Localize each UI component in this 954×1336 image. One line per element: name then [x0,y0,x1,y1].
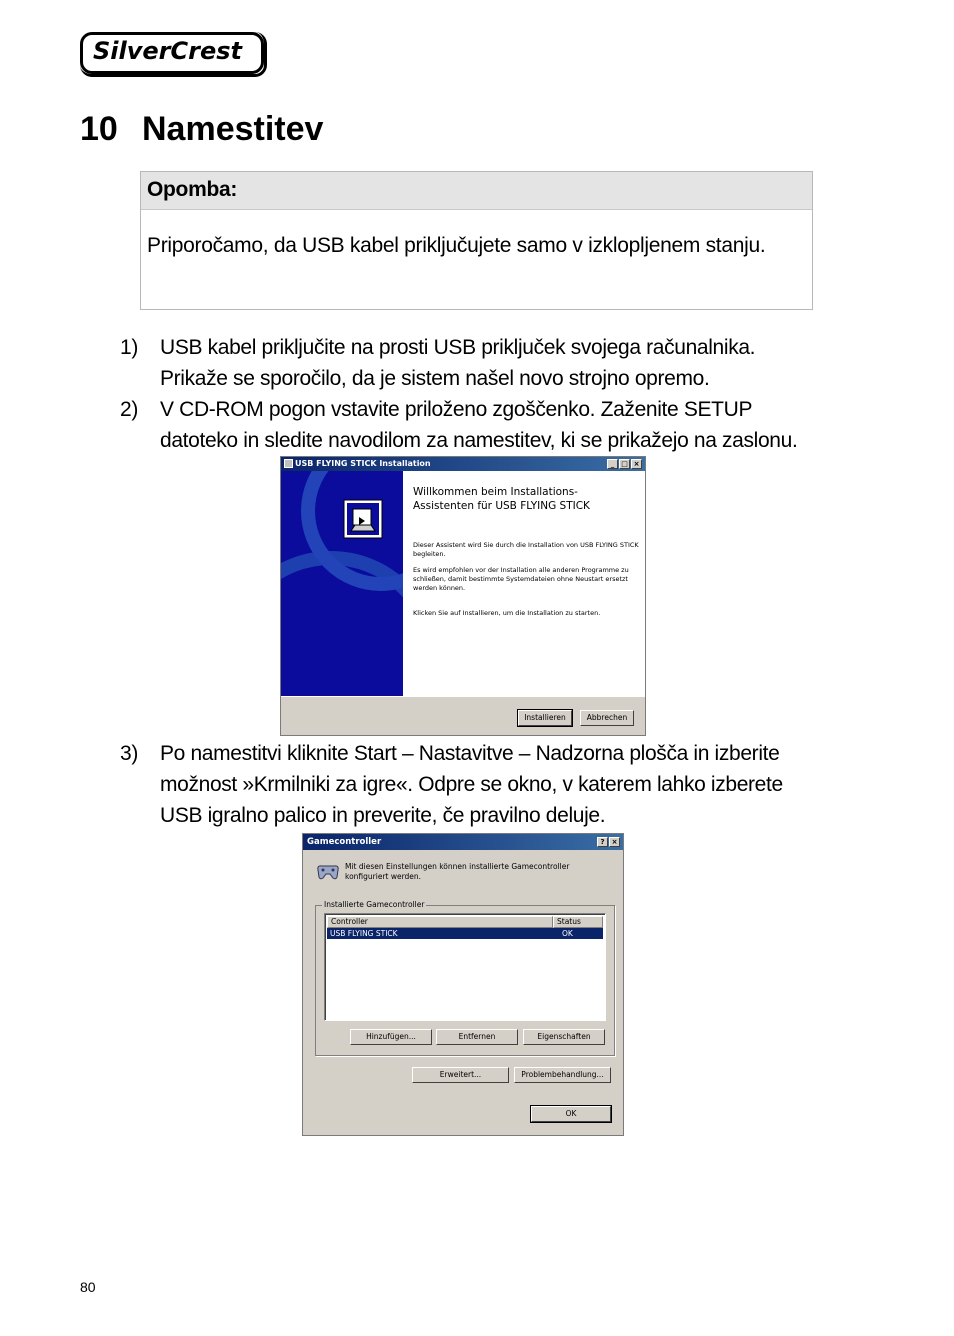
minimize-button[interactable]: _ [607,459,618,469]
note-label: Opomba: [141,172,812,210]
add-button[interactable]: Hinzufügen... [350,1029,432,1045]
gamecontroller-window-title: Gamecontroller [307,837,382,847]
controller-list[interactable] [324,913,606,1021]
note-box [140,171,813,310]
controller-name-cell: USB FLYING STICK [330,929,398,938]
step-number: 1) [120,336,138,359]
step-text-line: datoteko in sledite navodilom za namestitev, ki se prikažejo na zaslonu. [160,429,798,452]
step-number: 3) [120,742,138,765]
properties-button[interactable]: Eigenschaften [523,1029,605,1045]
logo-text: SilverCrest [93,37,242,65]
installer-paragraph: Dieser Assistent wird Sie durch die Installation von USB FLYING STICK begleiten. [413,541,639,558]
cancel-button[interactable]: Abbrechen [580,710,634,726]
step-number: 2) [120,398,138,421]
step-text-line: USB igralno palico in preverite, če pravilno deluje. [160,804,606,827]
installer-paragraph: Klicken Sie auf Installieren, um die Installation zu starten. [413,609,601,617]
installer-side-banner [281,471,403,696]
welcome-title-line: Willkommen beim Installations- [413,486,578,498]
gamepad-icon [315,862,341,882]
section-heading [80,110,323,149]
gamecontroller-info-text: Mit diesen Einstellungen können installierte Gamecontroller konfiguriert werden. [345,862,570,881]
step-text-line: V CD-ROM pogon vstavite priloženo zgoščenko. Zaženite SETUP [160,398,753,421]
welcome-title-line: Assistenten für USB FLYING STICK [413,500,590,512]
group-label: Installierte Gamecontroller [324,900,425,909]
installer-box-icon [343,499,383,539]
installer-app-icon [284,459,293,468]
welcome-title [413,485,643,513]
advanced-button[interactable]: Erweitert... [412,1067,509,1083]
close-button[interactable]: × [609,837,620,847]
page-number: 80 [80,1279,96,1295]
controller-status-cell: OK [562,929,573,938]
table-row[interactable] [327,928,603,939]
section-number: 10 [80,110,118,148]
note-text: Priporočamo, da USB kabel priključujete samo v izklopljenem stanju. [147,234,766,257]
installer-footer [281,696,645,735]
installer-content-pane [403,471,645,696]
installer-paragraph: Es wird empfohlen vor der Installation alle anderen Programme zu schließen, damit bestimmte Systemdateien ohne Neustart ersetzt werden können. [413,566,629,592]
ok-button[interactable]: OK [531,1106,611,1122]
step-text-line: USB kabel priključite na prosti USB priključek svojega računalnika. [160,336,756,359]
step-text-line: Prikaže se sporočilo, da je sistem našel novo strojno opremo. [160,367,710,390]
installer-title-bar [281,457,645,471]
troubleshoot-button[interactable]: Problembehandlung... [514,1067,611,1083]
column-header-controller[interactable]: Controller [327,916,553,928]
install-button[interactable]: Installieren [518,710,572,726]
section-title: Namestitev [142,110,324,148]
maximize-button[interactable]: □ [619,459,630,469]
column-header-status[interactable]: Status [553,916,603,928]
help-button[interactable]: ? [597,837,608,847]
close-button[interactable]: × [631,459,642,469]
remove-button[interactable]: Entfernen [436,1029,518,1045]
silvercrest-logo [80,32,264,74]
step-text-line: Po namestitvi kliknite Start – Nastavitve – Nadzorna plošča in izberite [160,742,780,765]
gamecontroller-title-bar [303,834,623,850]
gamecontroller-dialog-screenshot [302,833,624,1136]
step-text-line: možnost »Krmilniki za igre«. Odpre se okno, v katerem lahko izberete [160,773,783,796]
installed-controllers-group [315,900,615,1056]
installer-dialog-screenshot [280,456,646,736]
installer-window-title: USB FLYING STICK Installation [295,459,431,468]
